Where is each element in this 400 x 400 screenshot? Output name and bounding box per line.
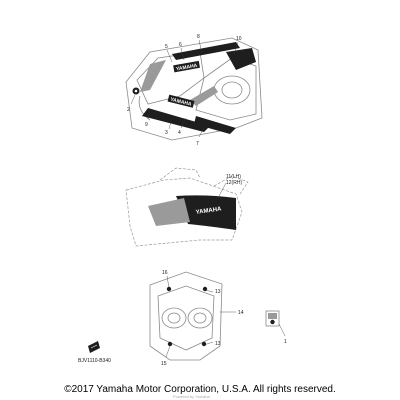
callout-3: 3	[165, 130, 168, 136]
callout-14: 14	[238, 310, 244, 316]
brand-text-a: YAMAHA	[175, 62, 198, 73]
diagram-code: BJV1110-B340	[78, 358, 111, 364]
callout-8: 8	[197, 34, 200, 40]
callout-9: 9	[145, 122, 148, 128]
callout-12-rh: 12(RH)	[226, 180, 243, 186]
callout-7: 7	[196, 141, 199, 147]
callout-13-lower: 13	[215, 341, 221, 347]
callout-15: 15	[161, 361, 167, 367]
rear-deck-view	[150, 272, 222, 360]
watermark-text: Powered by Yamaha	[173, 394, 210, 399]
callout-1: 1	[284, 339, 287, 345]
brand-logo-b	[167, 95, 194, 109]
callout-6: 6	[179, 42, 182, 48]
callout-5: 5	[165, 44, 168, 50]
warning-label-decal	[266, 311, 287, 345]
callout-2: 2	[127, 107, 130, 113]
callout-13-upper: 13	[215, 289, 221, 295]
callout-10: 10	[236, 36, 242, 42]
callout-16: 16	[162, 270, 168, 276]
brand-text-b: YAMAHA	[169, 96, 192, 108]
brand-text-side: YAMAHA	[195, 206, 222, 216]
callout-4: 4	[178, 130, 181, 136]
callout-11-lh: 11(LH)	[226, 174, 241, 180]
brand-logo-a	[173, 61, 200, 73]
copyright-notice: ©2017 Yamaha Motor Corporation, U.S.A. All rights reserved.	[64, 384, 336, 395]
callouts-rear	[161, 270, 244, 367]
diagram-reference-mark	[78, 341, 111, 364]
